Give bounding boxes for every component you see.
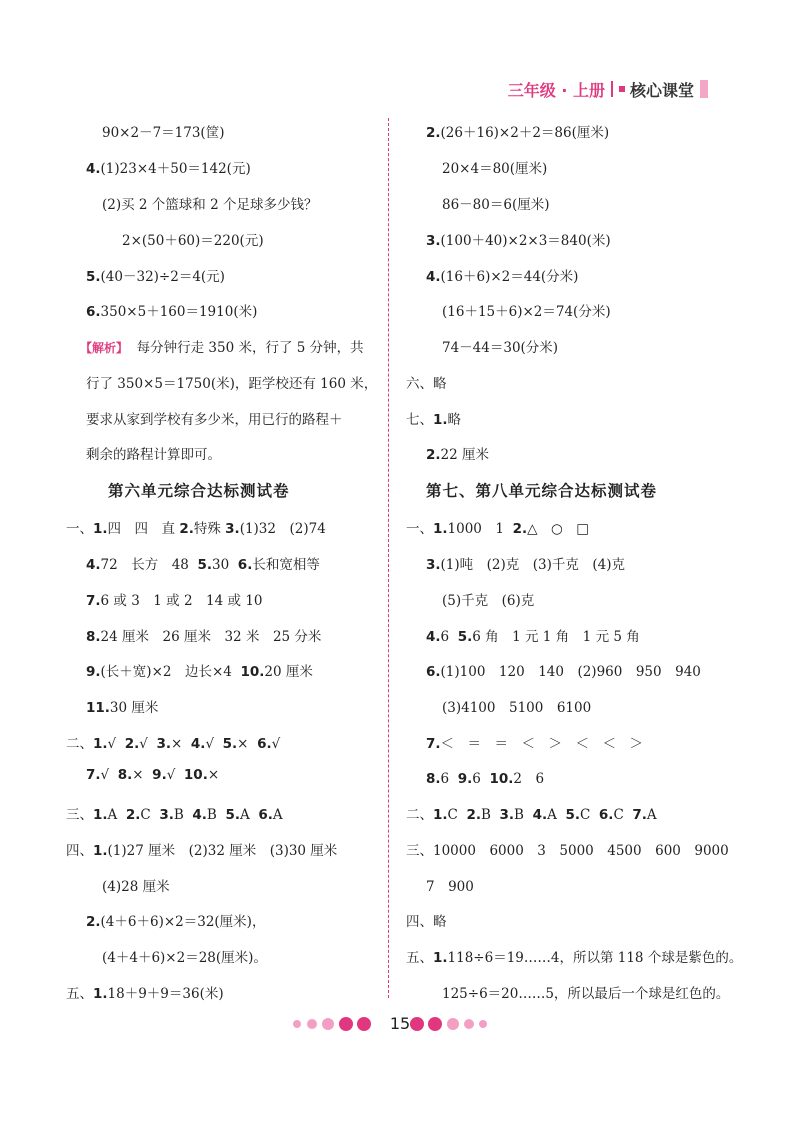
answer-line: 4.72 长方 48 5.30 6.长和宽相等 [86, 557, 320, 573]
answer-line: 20×4＝80(厘米) [442, 161, 548, 177]
answer-line: 2.(26＋16)×2＋2＝86(厘米) [426, 125, 610, 141]
answer-line: 125÷6＝20……5，所以最后一个球是红色的。 [442, 986, 730, 1002]
answer-line: (4＋4＋6)×2＝28(厘米)。 [102, 950, 267, 966]
grade-label: 三年级 · 上册 [507, 80, 605, 100]
answer-line: (4)28 厘米 [102, 879, 170, 895]
answer-line: 七、1.略 [406, 412, 462, 428]
answer-line: (16＋15＋6)×2＝74(分米) [442, 304, 611, 320]
answer-line: 三、10000 6000 3 5000 4500 600 9000 [406, 843, 729, 859]
answer-line: 8.6 9.6 10.2 6 [426, 771, 545, 787]
answer-line: 2×(50＋60)＝220(元) [122, 233, 264, 249]
answer-line: (3)4100 5100 6100 [442, 700, 592, 716]
column-divider [388, 118, 389, 998]
answer-line: 7.√ 8.× 9.√ 10.× [86, 767, 220, 783]
answer-line: 2.(4＋6＋6)×2＝32(厘米)， [86, 914, 266, 930]
page-number: 15 [389, 1014, 411, 1033]
page-footer [0, 1014, 800, 1034]
answer-line: 6.(1)100 120 140 (2)960 950 940 [426, 664, 701, 680]
bar-icon [700, 80, 708, 98]
answer-line: 5.(40－32)÷2＝4(元) [86, 269, 225, 285]
answer-line: 2.22 厘米 [426, 447, 490, 463]
answer-line: 一、1.1000 1 2.△ ○ □ [406, 521, 590, 537]
answer-line: 90×2－7＝173(筐) [102, 125, 225, 141]
dot-icon [339, 1017, 353, 1031]
answer-line: 五、1.18＋9＋9＝36(米) [66, 986, 224, 1002]
answer-line: 11.30 厘米 [86, 700, 159, 716]
answer-line: 9.(长＋宽)×2 边长×4 10.20 厘米 [86, 664, 313, 680]
analysis-line: 剩余的路程计算即可。 [86, 447, 221, 463]
answer-line: 四、略 [406, 914, 447, 930]
answer-line: 六、略 [406, 376, 447, 392]
analysis-tag: 【解析】 [80, 341, 129, 355]
answer-line: 二、1.C 2.B 3.B 4.A 5.C 6.C 7.A [406, 807, 657, 823]
answer-line: 三、1.A 2.C 3.B 4.B 5.A 6.A [66, 807, 283, 823]
dot-icon [428, 1017, 442, 1031]
answer-line: 86－80＝6(厘米) [442, 197, 550, 213]
answer-line: 3.(1)吨 (2)克 (3)千克 (4)克 [426, 557, 626, 573]
dot-icon [410, 1017, 424, 1031]
answer-line: 6.350×5＋160＝1910(米) [86, 304, 258, 320]
dot-icon [479, 1020, 487, 1028]
answer-line: 7.6 或 3 1 或 2 14 或 10 [86, 593, 263, 609]
header-separator [611, 81, 613, 97]
section-title: 第七、第八单元综合达标测试卷 [426, 481, 658, 500]
dot-icon [293, 1020, 301, 1028]
answer-line: 4.(16＋6)×2＝44(分米) [426, 269, 579, 285]
dot-icon [464, 1019, 474, 1029]
answer-line: (2)买 2 个篮球和 2 个足球多少钱？ [102, 197, 318, 213]
course-label: 核心课堂 [629, 80, 694, 100]
dot-icon [357, 1017, 371, 1031]
analysis-line: 行了 350×5＝1750(米)，距学校还有 160 米， [86, 376, 378, 392]
answer-line: 3.(100＋40)×2×3＝840(米) [426, 233, 611, 249]
answer-line: 一、1.四 四 直 2.特殊 3.(1)32 (2)74 [66, 521, 326, 537]
dot-icon [322, 1018, 334, 1030]
dot-icon [307, 1019, 317, 1029]
analysis-line: 【解析】 每分钟行走 350 米，行了 5 分钟，共 [80, 340, 364, 356]
answer-line: 4.(1)23×4＋50＝142(元) [86, 161, 251, 177]
dot-icon [447, 1018, 459, 1030]
answer-line: 7.＜ ＝ ＝ ＜ ＞ ＜ ＜ ＞ [426, 736, 644, 752]
answer-line: 五、1.118÷6＝19……4，所以第 118 个球是紫色的。 [406, 950, 743, 966]
answer-line: 7 900 [426, 879, 474, 895]
section-title: 第六单元综合达标测试卷 [108, 481, 290, 500]
answer-line: 8.24 厘米 26 厘米 32 米 25 分米 [86, 629, 322, 645]
square-icon [619, 86, 625, 92]
answer-line: (5)千克 (6)克 [442, 593, 535, 609]
answer-line: 四、1.(1)27 厘米 (2)32 厘米 (3)30 厘米 [66, 843, 338, 859]
answer-line: 74－44＝30(分米) [442, 340, 559, 356]
page-header [508, 78, 708, 100]
answer-line: 4.6 5.6 角 1 元 1 角 1 元 5 角 [426, 629, 640, 645]
analysis-line: 要求从家到学校有多少米，用已行的路程＋ [86, 412, 343, 428]
answer-line: 二、1.√ 2.√ 3.× 4.√ 5.× 6.√ [66, 736, 281, 752]
